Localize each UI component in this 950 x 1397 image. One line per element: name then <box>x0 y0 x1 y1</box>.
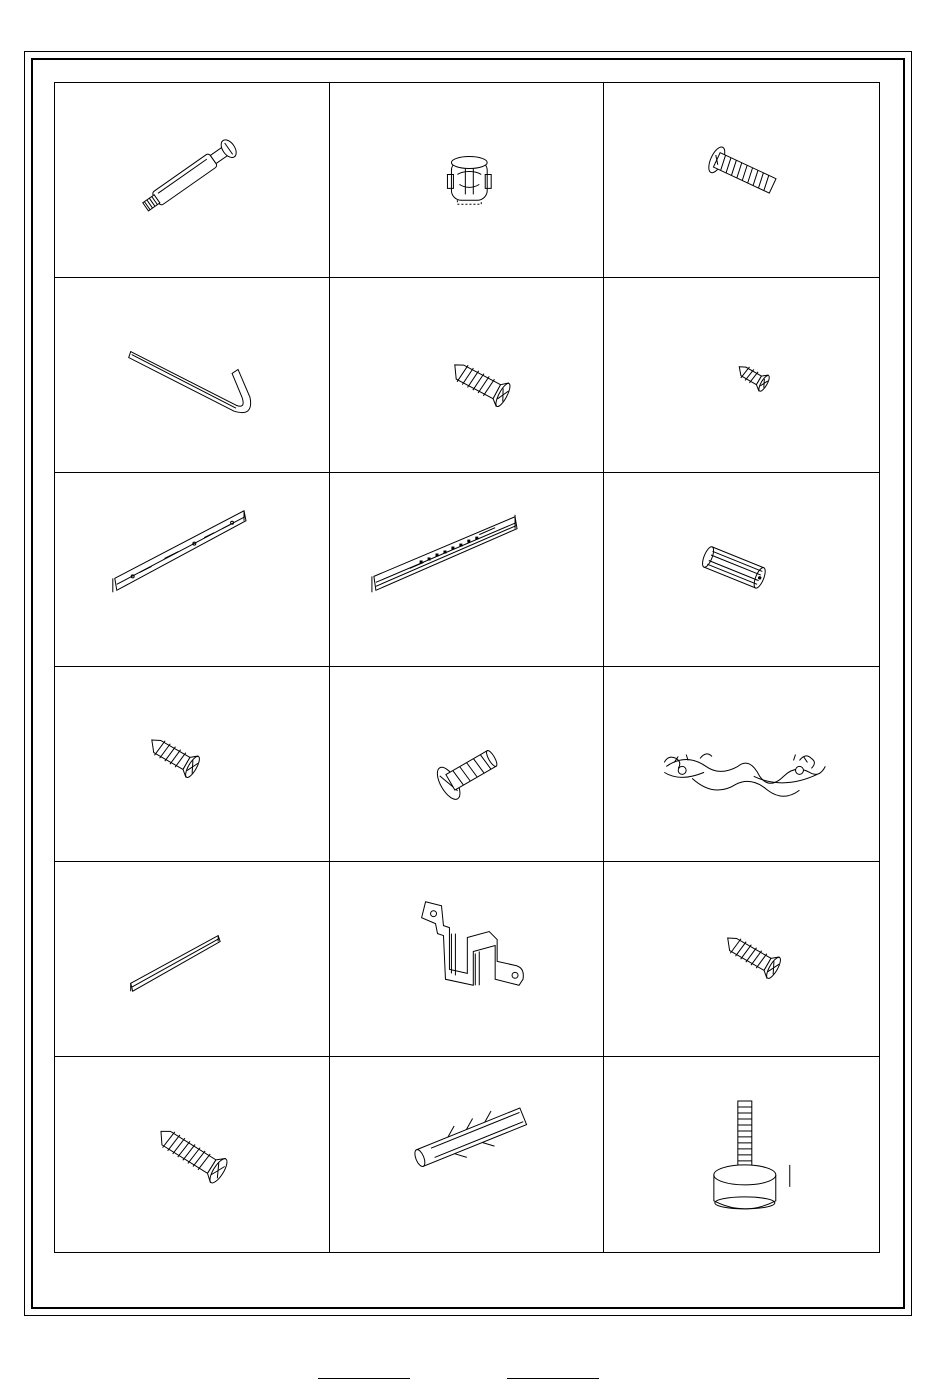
wood-screw-icon <box>604 862 879 1056</box>
hardware-cell-allen-key <box>55 278 330 473</box>
hardware-cell-drawer-slide <box>55 473 330 668</box>
metal-rod-icon <box>55 862 329 1056</box>
hardware-cell-short-wood-screw <box>604 278 879 473</box>
hardware-cell-wood-screw <box>330 278 605 473</box>
hardware-cell-wood-screw-medium <box>604 862 879 1057</box>
wood-screw-icon <box>55 667 329 861</box>
wall-anchor-icon <box>330 1057 604 1252</box>
hardware-cell-handle-bolt <box>330 667 605 862</box>
hardware-cell-cam-lock <box>330 83 605 278</box>
hardware-cell-metal-rod <box>55 862 330 1057</box>
handle-bolt-icon <box>330 667 604 861</box>
cam-bolt-icon <box>55 83 329 277</box>
machine-screw-icon <box>604 83 879 277</box>
hardware-cell-wall-anchor <box>330 1057 605 1252</box>
hardware-cell-wood-screw-small <box>55 667 330 862</box>
hardware-cell-wooden-dowel <box>604 473 879 668</box>
mounting-bracket-icon <box>330 862 604 1056</box>
signature-line-left <box>318 1378 410 1379</box>
signature-line-right <box>507 1378 599 1379</box>
hardware-cell-mounting-bracket <box>330 862 605 1057</box>
hardware-cell-machine-screw <box>604 83 879 278</box>
hardware-grid <box>54 82 880 1253</box>
cam-lock-icon <box>330 83 604 277</box>
long-wood-screw-icon <box>55 1057 329 1252</box>
short-wood-screw-icon <box>604 278 879 472</box>
ornate-handle-icon <box>604 667 879 861</box>
ball-bearing-slide-icon <box>330 473 604 667</box>
hardware-cell-cam-bolt <box>55 83 330 278</box>
wooden-dowel-icon <box>604 473 879 667</box>
drawer-slide-icon <box>55 473 329 667</box>
hardware-cell-ornate-handle <box>604 667 879 862</box>
hardware-cell-leveling-foot <box>604 1057 879 1252</box>
leveling-foot-icon <box>604 1057 879 1252</box>
allen-key-icon <box>55 278 329 472</box>
hardware-cell-ball-bearing-slide <box>330 473 605 668</box>
hardware-cell-long-wood-screw <box>55 1057 330 1252</box>
wood-screw-icon <box>330 278 604 472</box>
